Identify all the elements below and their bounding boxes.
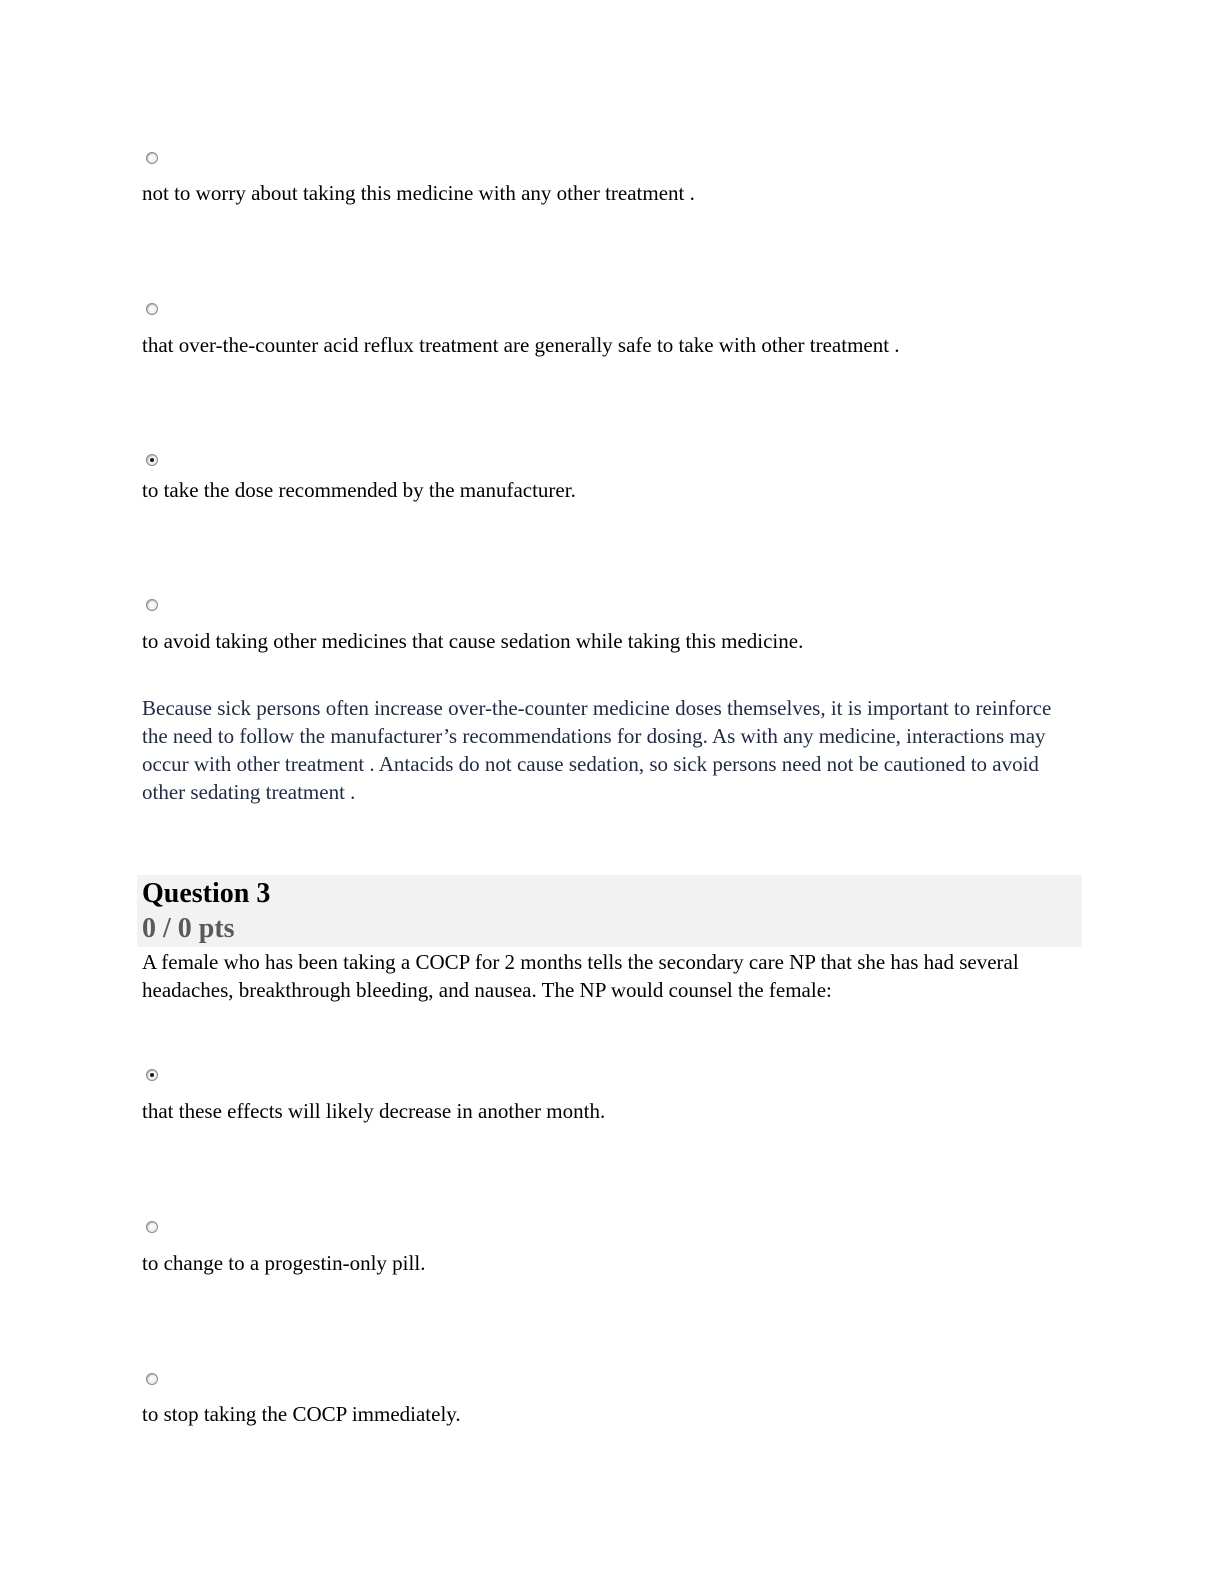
option-radio[interactable]: [146, 1373, 158, 1385]
option-label: to change to a progestin-only pill.: [142, 1251, 426, 1275]
option-radio[interactable]: [146, 152, 158, 164]
option-label: to take the dose recommended by the manufacturer.: [142, 478, 576, 502]
option-label: that over-the-counter acid reflux treatment are generally safe to take with other treatment .: [142, 333, 900, 357]
option-radio-selected[interactable]: [146, 454, 158, 466]
option-label: to stop taking the COCP immediately.: [142, 1402, 461, 1426]
option-radio[interactable]: [146, 599, 158, 611]
option-radio[interactable]: [146, 303, 158, 315]
answer-explanation: Because sick persons often increase over-the-counter medicine doses themselves, it is important to reinforce the need to follow the manufacturer’s recommendations for dosing. As with any medicine, interactions may occur with other treatment . Antacids do not cause sedation, so sick persons need not be cautioned to avoid other sedating treatment .: [142, 696, 1052, 804]
option-radio[interactable]: [146, 1221, 158, 1233]
option-label: that these effects will likely decrease in another month.: [142, 1099, 606, 1123]
option-label: not to worry about taking this medicine with any other treatment .: [142, 181, 695, 205]
question-header: [137, 875, 1082, 947]
question-title: Question 3: [142, 878, 271, 909]
option-label: to avoid taking other medicines that cause sedation while taking this medicine.: [142, 629, 804, 653]
option-radio-selected[interactable]: [146, 1069, 158, 1081]
question-text: A female who has been taking a COCP for 2 months tells the secondary care NP that she has had several headaches, breakthrough bleeding, and nausea. The NP would counsel the female:: [142, 950, 1019, 1002]
question-points: 0 / 0 pts: [142, 913, 235, 944]
